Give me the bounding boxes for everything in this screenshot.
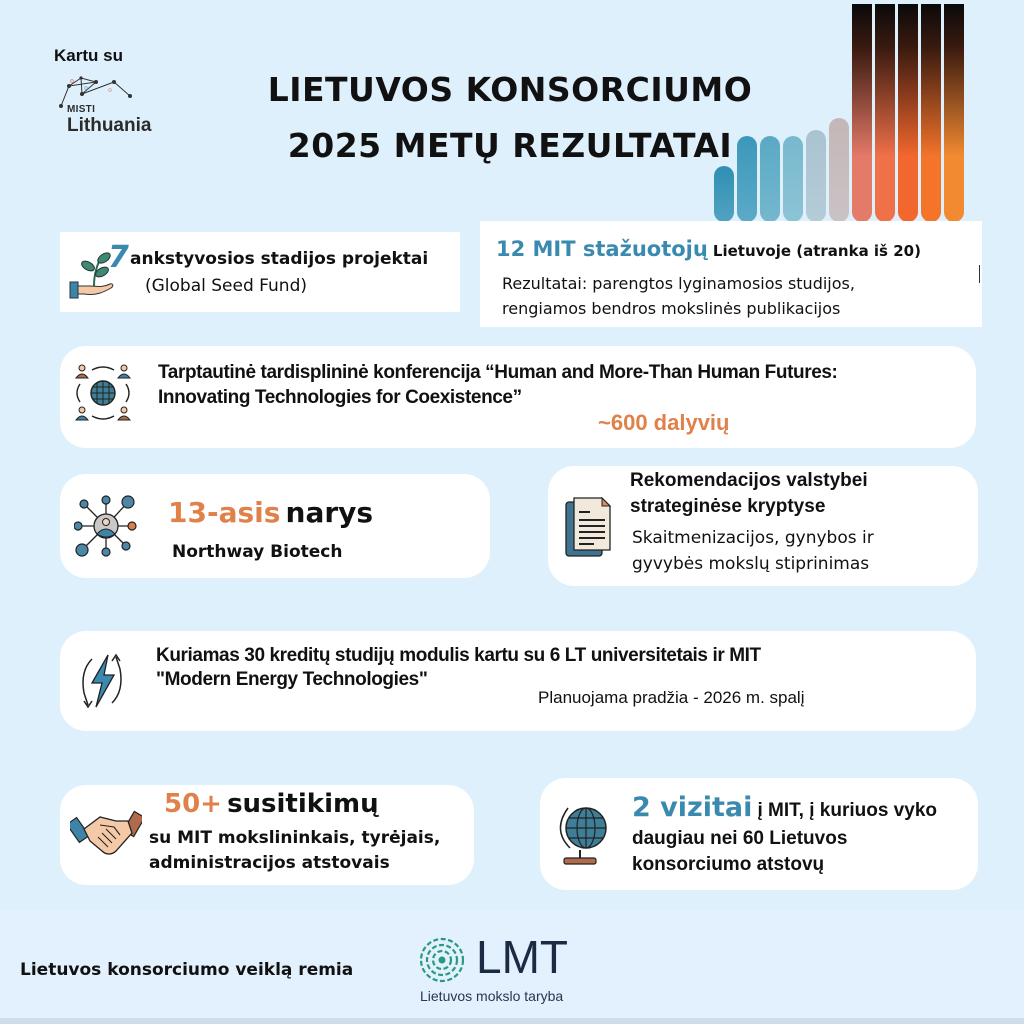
- meetings-title: [164, 789, 379, 819]
- meetings-line-1: su MIT mokslininkais, tyrėjais,: [149, 828, 441, 848]
- visits-line-2: daugiau nei 60 Lietuvos: [632, 828, 848, 849]
- decor-bar: [783, 136, 803, 222]
- seed-fund-count: 7: [108, 240, 129, 275]
- misti-lithuania-logo: [58, 72, 188, 142]
- module-title-line-2: "Modern Energy Technologies": [156, 669, 428, 690]
- member-highlight: 13-asis: [168, 496, 281, 529]
- page-title: [240, 62, 780, 174]
- study-module-card: [60, 631, 976, 731]
- lmt-full-name: Lietuvos mokslo taryba: [420, 988, 564, 1004]
- recommendations-title-line-2: strateginėse kryptyse: [630, 496, 826, 517]
- seed-fund-card: [60, 232, 460, 312]
- decor-bar: [714, 166, 734, 222]
- module-start-date: Planuojama pradžia - 2026 m. spalį: [538, 688, 805, 707]
- decor-bar: [806, 130, 826, 222]
- interns-result-line-2: rengiamos bendros mokslinės publikacijos: [502, 299, 841, 318]
- lithuania-text: Lithuania: [67, 115, 152, 136]
- conference-title-line-1: Tarptautinė tardisplininė konferencija “Human and More-Than Human Futures:: [158, 362, 838, 383]
- recommendations-title-line-1: Rekomendacijos valstybei: [630, 470, 868, 491]
- interns-title-rest: Lietuvoje (atranka iš 20): [712, 242, 921, 260]
- text-cursor-mark: [979, 265, 981, 283]
- interns-highlight: 12 MIT stažuotojų: [496, 237, 708, 261]
- energy-cycle-icon: [78, 649, 126, 713]
- recommendations-card: [548, 466, 978, 586]
- decor-bar: [829, 118, 849, 222]
- constellation-icon: [58, 72, 188, 108]
- interns-title: [496, 237, 921, 261]
- lmt-logo-text: LMT: [476, 931, 568, 983]
- supported-by-text: Lietuvos konsorciumo veiklą remia: [20, 960, 354, 980]
- member-card: [60, 474, 490, 578]
- decor-bar: [737, 136, 757, 222]
- handshake-icon: [70, 807, 142, 857]
- document-icon: [564, 496, 614, 558]
- meetings-highlight: 50+: [164, 789, 222, 819]
- visits-highlight: 2 vizitai: [632, 792, 753, 823]
- member-title: [168, 496, 373, 529]
- decor-bar: [921, 4, 941, 222]
- decorative-bar-graphic: [712, 0, 980, 222]
- visits-title: [632, 792, 937, 823]
- decor-bar: [944, 4, 964, 222]
- conference-participants: ~600 dalyvių: [598, 410, 730, 435]
- partner-prefix: Kartu su: [54, 46, 123, 65]
- meetings-title-rest: susitikimų: [227, 789, 379, 819]
- misti-text: MISTI: [67, 104, 96, 115]
- footer-divider: [0, 1018, 1024, 1024]
- module-title-line-1: Kuriamas 30 kreditų studijų modulis kartu su 6 LT universitetais ir MIT: [156, 645, 761, 666]
- decor-bar: [852, 4, 872, 222]
- seed-fund-subtitle: (Global Seed Fund): [145, 276, 307, 296]
- conference-card: [60, 346, 976, 448]
- title-line-1: LIETUVOS KONSORCIUMO: [267, 70, 753, 109]
- decor-bar: [898, 4, 918, 222]
- visits-card: [540, 778, 978, 890]
- seed-fund-title: ankstyvosios stadijos projektai: [130, 249, 429, 269]
- conference-title-line-2: Innovating Technologies for Coexistence”: [158, 387, 522, 408]
- network-member-icon: [74, 494, 138, 558]
- title-line-2: 2025 METŲ REZULTATAI: [287, 126, 733, 165]
- meetings-line-2: administracijos atstovais: [149, 853, 390, 873]
- visits-title-rest: į MIT, į kuriuos vyko: [757, 800, 937, 821]
- decor-bar: [760, 136, 780, 222]
- recommendations-line-1: Skaitmenizacijos, gynybos ir: [632, 528, 874, 548]
- member-title-rest: narys: [285, 496, 374, 529]
- global-network-icon: [70, 360, 136, 426]
- meetings-card: [60, 785, 474, 885]
- interns-card: [480, 221, 982, 327]
- globe-icon: [556, 802, 612, 868]
- footer: [0, 910, 1024, 1018]
- lmt-emblem-icon: [418, 936, 466, 984]
- member-name: Northway Biotech: [172, 542, 343, 562]
- visits-line-3: konsorciumo atstovų: [632, 854, 825, 875]
- interns-result-line-1: Rezultatai: parengtos lyginamosios studijos,: [502, 274, 855, 293]
- decor-bar: [875, 4, 895, 222]
- recommendations-line-2: gyvybės mokslų stiprinimas: [632, 554, 870, 574]
